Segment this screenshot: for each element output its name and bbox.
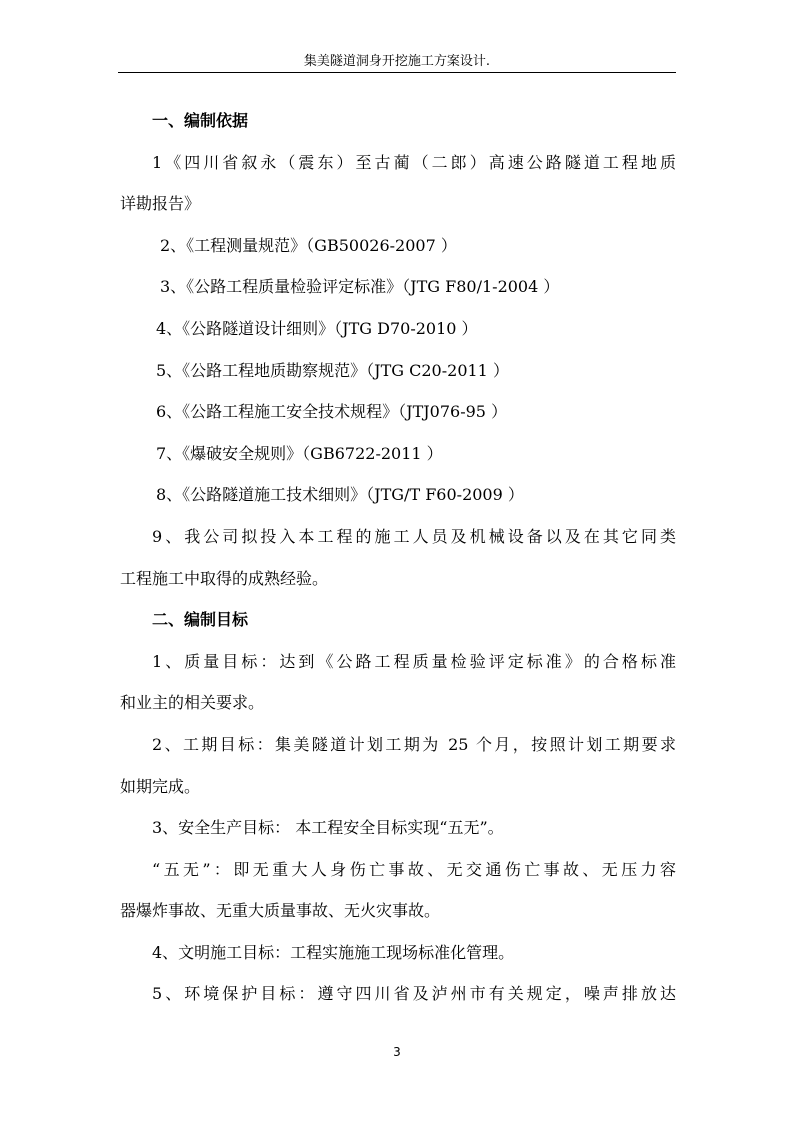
paragraph-goal-civilized: 4、文明施工目标：工程实施施工现场标准化管理。: [152, 942, 515, 962]
paragraph-basis-1-line2: 详勘报告》: [120, 194, 201, 214]
document-body: [120, 100, 676, 1015]
paragraph-basis-7: 7、《爆破安全规则》（GB6722-2011 ）: [156, 443, 443, 463]
paragraph-basis-8: 8、《公路隧道施工技术细则》（JTG/T F60-2009 ）: [156, 485, 524, 505]
paragraph-basis-9-line1: 9、我公司拟投入本工程的施工人员及机械设备以及在其它同类: [152, 526, 676, 546]
paragraph-basis-3: 3、《公路工程质量检验评定标准》（JTG F80/1-2004 ）: [160, 277, 560, 297]
section-heading-basis: 一、编制依据: [152, 111, 249, 130]
paragraph-basis-5: 5、《公路工程地质勘察规范》（JTG C20-2011 ）: [156, 360, 509, 380]
paragraph-goal-schedule-line1: 2、工期目标：集美隧道计划工期为 25 个月，按照计划工期要求: [152, 734, 676, 754]
section-heading-goals: 二、编制目标: [152, 610, 249, 630]
running-header: 集美隧道洞身开挖施工方案设计.: [303, 54, 491, 69]
paragraph-goal-schedule-line2: 如期完成。: [120, 776, 201, 796]
paragraph-basis-9-line2: 工程施工中取得的成熟经验。: [120, 568, 329, 588]
paragraph-basis-1-line1: 1《四川省叙永（震东）至古蔺（二郎）高速公路隧道工程地质: [152, 152, 676, 172]
page-number: 3: [393, 1045, 401, 1059]
paragraph-five-nos-line2: 器爆炸事故、无重大质量事故、无火灾事故。: [120, 901, 441, 921]
paragraph-five-nos-line1: “五无”：即无重大人身伤亡事故、无交通伤亡事故、无压力容: [152, 859, 676, 879]
paragraph-basis-4: 4、《公路隧道设计细则》（JTG D70-2010 ）: [156, 318, 478, 338]
paragraph-goal-quality-line1: 1、质量目标：达到《公路工程质量检验评定标准》的合格标准: [152, 651, 676, 671]
paragraph-goal-safety: 3、安全生产目标： 本工程安全目标实现“五无”。: [152, 818, 504, 838]
paragraph-basis-2: 2、《工程测量规范》（GB50026-2007 ）: [160, 235, 457, 255]
paragraph-basis-6: 6、《公路工程施工安全技术规程》（JTJ076-95 ）: [156, 402, 508, 422]
header-rule: [118, 72, 676, 73]
paragraph-goal-environment-line1: 5、环境保护目标：遵守四川省及泸州市有关规定，噪声排放达: [152, 984, 676, 1004]
paragraph-goal-quality-line2: 和业主的相关要求。: [120, 693, 265, 713]
